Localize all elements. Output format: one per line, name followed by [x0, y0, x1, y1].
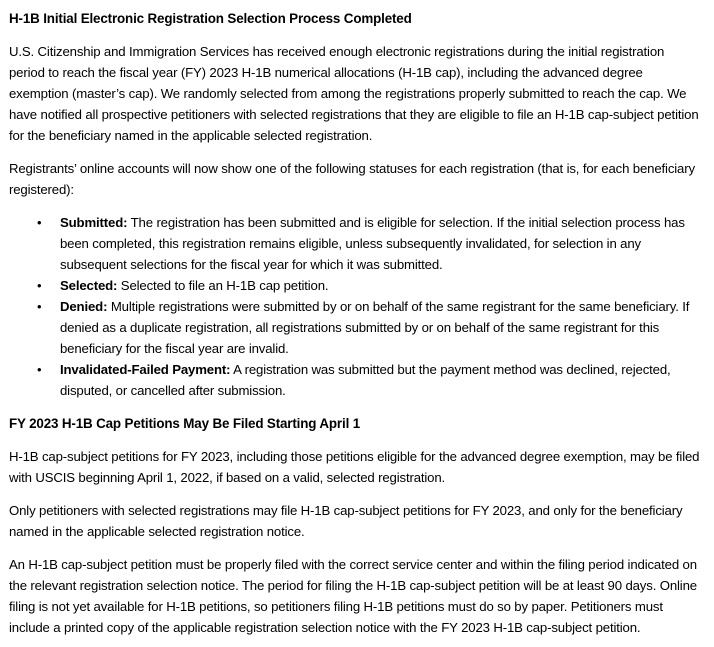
status-label-denied: Denied: [60, 299, 108, 314]
status-label-submitted: Submitted: [60, 215, 128, 230]
status-text-submitted: The registration has been submitted and is eligible for selection. If the initial selection process has been completed, this registration remains eligible, unless subsequently invalidated, for selection in any subsequent selections for the fiscal year for which it was submitted. [60, 215, 685, 272]
paragraph-only-selected-petitioners: Only petitioners with selected registrations may file H-1B cap-subject petitions for FY 2023, and only for the beneficiary named in the applicable selected registration notice. [9, 503, 683, 539]
list-item-selected [9, 275, 702, 296]
list-item-invalidated-failed-payment [9, 359, 702, 401]
section-heading-cap-petitions-filing: FY 2023 H-1B Cap Petitions May Be Filed Starting April 1 [9, 416, 361, 431]
status-label-selected: Selected: [60, 278, 118, 293]
paragraph-filing-requirements: An H-1B cap-subject petition must be properly filed with the correct service center and within the filing period indicated on the relevant registration selection notice. The period for filing the H-1B cap-subject petition will be at least 90 days. Online filing is not yet available for H-1B petitions, so petitioners filing H-1B petitions must do so by paper. Petitioners must include a printed copy of the applicable registration selection notice with the FY 2023 H-1B cap-subject petition. [9, 557, 697, 635]
status-text-denied: Multiple registrations were submitted by or on behalf of the same registrant for the same beneficiary. If denied as a duplicate registration, all registrations submitted by or on behalf of the same registrant for this beneficiary for the fiscal year are invalid. [60, 299, 690, 356]
status-text-selected: Selected to file an H-1B cap petition. [117, 278, 329, 293]
section-heading-registration-completed: H-1B Initial Electronic Registration Selection Process Completed [9, 11, 412, 26]
paragraph-filing-start-date: H-1B cap-subject petitions for FY 2023, including those petitions eligible for the advanced degree exemption, may be filed with USCIS beginning April 1, 2022, if based on a valid, selected registration. [9, 449, 700, 485]
status-label-invalidated-failed-payment: Invalidated-Failed Payment: [60, 362, 231, 377]
status-list [9, 212, 702, 401]
list-item-denied [9, 296, 702, 359]
paragraph-registration-summary: U.S. Citizenship and Immigration Services has received enough electronic registrations during the initial registration period to reach the fiscal year (FY) 2023 H-1B numerical allocations (H-1B cap), including the advanced degree exemption (master’s cap). We randomly selected from among the registrations properly submitted to reach the cap. We have notified all prospective petitioners with selected registrations that they are eligible to file an H-1B cap-subject petition for the beneficiary named in the applicable selected registration. [9, 44, 699, 143]
list-item-submitted [9, 212, 702, 275]
status-text-invalidated-failed-payment: A registration was submitted but the payment method was declined, rejected, disputed, or cancelled after submission. [60, 362, 671, 398]
paragraph-account-statuses-intro: Registrants’ online accounts will now show one of the following statuses for each registration (that is, for each beneficiary registered): [9, 161, 695, 197]
